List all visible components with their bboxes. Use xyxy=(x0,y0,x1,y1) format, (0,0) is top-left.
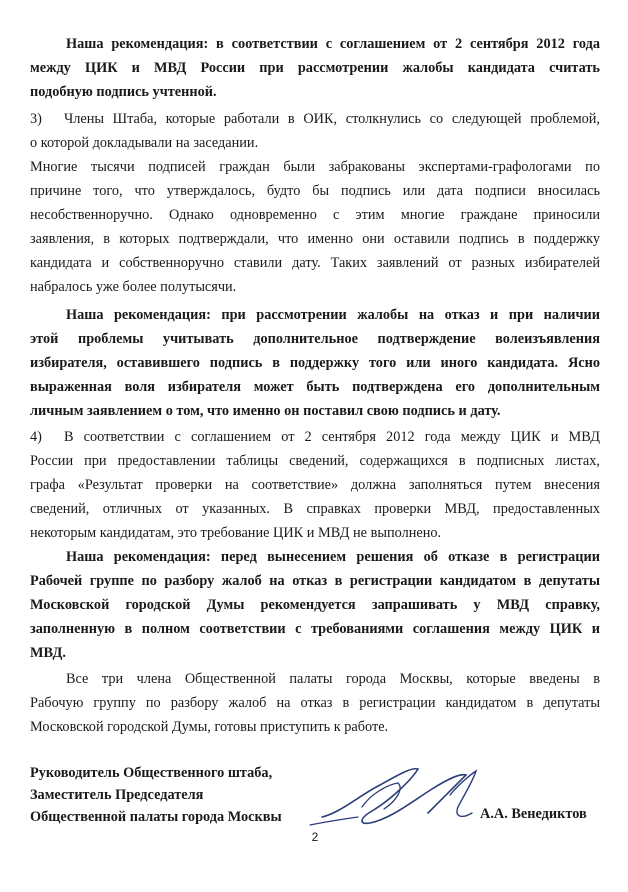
text-line: личным заявлением о том, что именно он поставил свою подпись и дату. xyxy=(30,403,501,419)
list-item-number: 3) xyxy=(30,111,42,127)
text-line: несобственноручно. Однако одновременно с этим многие граждане приносили xyxy=(30,207,600,223)
text-line: о которой докладывали на заседании. xyxy=(30,135,259,151)
text-line: заполненную в полном соответствии с требованиями соглашения между ЦИК и xyxy=(30,621,600,637)
signatory-title xyxy=(30,762,330,828)
text-line: Московской городской Думы рекомендуется запрашивать у МВД справку, xyxy=(30,597,600,613)
text-line: Многие тысячи подписей граждан были забракованы экспертами-графологами по xyxy=(30,159,600,175)
signatory-name: А.А. Венедиктов xyxy=(480,806,587,822)
text-line: графа «Результат проверки на соответствие» должна заполняться путем внесения xyxy=(30,477,600,493)
text-line: Наша рекомендация: перед вынесением решения об отказе в регистрации xyxy=(66,549,600,565)
text-line: МВД. xyxy=(30,645,66,661)
recommendation-paragraph-1 xyxy=(30,32,600,104)
closing-paragraph xyxy=(30,667,600,739)
signatory-title-line: Заместитель Председателя xyxy=(30,787,204,803)
text-line: избирателя, оставившего подпись в поддержку того или иного кандидата. Ясно xyxy=(30,355,600,371)
list-item-number: 4) xyxy=(30,429,42,445)
handwritten-signature xyxy=(300,755,500,845)
recommendation-paragraph-2 xyxy=(30,303,600,423)
text-line: Рабочей группе по разбору жалоб на отказ в регистрации кандидатом в депутаты xyxy=(30,573,600,589)
text-line: кандидата и собственноручно ставили дату. Таких заявлений от разных избирателей xyxy=(30,255,600,271)
signatory-title-line: Руководитель Общественного штаба, xyxy=(30,765,273,781)
text-line: Московской городской Думы, готовы приступить к работе. xyxy=(30,719,389,735)
list-item-3-continuation xyxy=(30,131,600,155)
text-line: Наша рекомендация: в соответствии с соглашением от 2 сентября 2012 года xyxy=(66,36,600,52)
text-line: подобную подпись учтенной. xyxy=(30,84,217,100)
text-line: Все три члена Общественной палаты города Москвы, которые введены в xyxy=(66,671,600,687)
text-line: В соответствии с соглашением от 2 сентября 2012 года между ЦИК и МВД xyxy=(64,429,600,445)
text-line: этой проблемы учитывать дополнительное подтверждение волеизъявления xyxy=(30,331,600,347)
text-line: некоторым кандидатам, это требование ЦИК и МВД не выполнено. xyxy=(30,525,442,541)
text-line: Наша рекомендация: при рассмотрении жалобы на отказ и при наличии xyxy=(66,307,600,323)
text-line: России при предоставлении таблицы сведений, содержащихся в подписных листах, xyxy=(30,453,600,469)
text-line: Рабочую группу по разбору жалоб на отказ в регистрации кандидатом в депутаты xyxy=(30,695,600,711)
list-item-4-continuation xyxy=(30,449,600,545)
text-line: причине того, что утверждалось, будто бы подпись или дата подписи вносилась xyxy=(30,183,600,199)
signatory-title-line: Общественной палаты города Москвы xyxy=(30,809,282,825)
text-line: сведений, отличных от указанных. В справках проверки МВД, предоставленных xyxy=(30,501,600,517)
recommendation-paragraph-3 xyxy=(30,545,600,665)
page-number: 2 xyxy=(311,830,319,844)
text-line: между ЦИК и МВД России при рассмотрении жалобы кандидата считать xyxy=(30,60,600,76)
text-line: набралось уже более полутысячи. xyxy=(30,279,237,295)
body-paragraph-signatures xyxy=(30,155,600,299)
text-line: выраженная воля избирателя может быть подтверждена его дополнительным xyxy=(30,379,600,395)
text-line: заявления, в которых подтверждали, что именно они оставили подпись в поддержку xyxy=(30,231,600,247)
text-line: Члены Штаба, которые работали в ОИК, столкнулись со следующей проблемой, xyxy=(64,111,600,127)
